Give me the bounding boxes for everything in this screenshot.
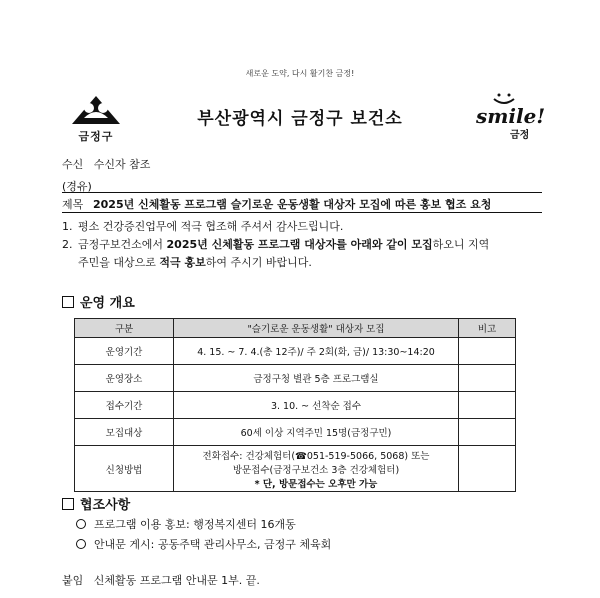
- circle-bullet-icon: [76, 539, 86, 549]
- table-row: [75, 338, 516, 365]
- p2-text-a: 금정구보건소에서: [78, 238, 167, 251]
- ops-header-category: 구분: [75, 319, 174, 338]
- subject-bottom-rule: [62, 212, 542, 213]
- list-item: [76, 516, 296, 532]
- table-row: [75, 392, 516, 419]
- row-label: 운영기간: [75, 338, 174, 365]
- p2-number: 2.: [62, 238, 73, 251]
- coop-item-text: 프로그램 이용 홍보: 행정복지센터 16개동: [94, 518, 296, 531]
- p2-text-e: 적극 홍보: [159, 256, 206, 269]
- ops-header-note: 비고: [459, 319, 516, 338]
- smile-sub: 금정: [510, 130, 530, 141]
- p1-text: 평소 건강증진업무에 적극 협조해 주셔서 감사드립니다.: [78, 220, 344, 233]
- coop-section-heading: [62, 494, 130, 513]
- apply-line-3: * 단, 방문접수는 오후만 가능: [254, 478, 378, 490]
- via-row: (경유): [62, 180, 92, 193]
- p2-text-b: 2025년 신체활동 프로그램 대상자를 아래와 같이 모집: [166, 238, 433, 251]
- row-label: 모집대상: [75, 419, 174, 446]
- p1-number: 1.: [62, 220, 73, 233]
- subject-top-rule: [62, 192, 542, 193]
- p2-text-c: 하오니 지역: [432, 238, 490, 251]
- table-row: [75, 365, 516, 392]
- ops-section-heading: [62, 292, 135, 311]
- row-note: [459, 419, 516, 446]
- row-note: [459, 392, 516, 419]
- paragraph-2: [62, 236, 552, 272]
- row-note: [459, 338, 516, 365]
- list-item: [76, 536, 331, 552]
- apply-line-1: 전화접수: 건강체험터(☎051-519-5066, 5068) 또는: [202, 450, 430, 462]
- subject-value: 2025년 신체활동 프로그램 슬기로운 운동생활 대상자 모집에 따른 홍보 협조 요청: [93, 198, 492, 211]
- square-bullet-icon: [62, 498, 74, 510]
- row-label: 신청방법: [75, 446, 174, 492]
- ops-table: [74, 318, 516, 492]
- logo-text: 금정구: [78, 130, 114, 143]
- attachment-value: 신체활동 프로그램 안내문 1부. 끝.: [93, 574, 260, 587]
- row-label: 운영장소: [75, 365, 174, 392]
- ops-section-title: 운영 개요: [80, 296, 135, 311]
- subject-row: [62, 196, 542, 212]
- apply-line-2: 방문접수(금정구보건소 3층 건강체험터): [232, 464, 400, 476]
- recipient-row: [62, 156, 150, 172]
- paragraph-1: [62, 218, 552, 236]
- table-row: [75, 446, 516, 492]
- ops-header-program: "슬기로운 운동생활" 대상자 모집: [174, 319, 459, 338]
- attachment-row: [62, 572, 260, 588]
- row-note: [459, 365, 516, 392]
- coop-section-title: 협조사항: [80, 498, 131, 513]
- table-row: [75, 419, 516, 446]
- row-value: 3. 10. ~ 선착순 접수: [174, 392, 459, 419]
- apply-method-cell: [174, 446, 459, 492]
- smile-word: smile!: [476, 104, 546, 128]
- circle-bullet-icon: [76, 519, 86, 529]
- row-note: [459, 446, 516, 492]
- row-value: 60세 이상 지역주민 15명(금정구민): [174, 419, 459, 446]
- organization-title: 부산광역시 금정구 보건소: [197, 109, 403, 129]
- square-bullet-icon: [62, 296, 74, 308]
- subject-label: 제목: [62, 198, 84, 211]
- row-value: 금정구청 별관 5층 프로그램실: [174, 365, 459, 392]
- attachment-label: 붙임: [62, 574, 84, 587]
- row-label: 접수기간: [75, 392, 174, 419]
- slogan: 새로운 도약, 다시 활기찬 금정!: [245, 69, 355, 78]
- p2-text-d: 주민을 대상으로: [78, 256, 160, 269]
- recipient-label: 수신: [62, 158, 84, 171]
- row-value: 4. 15. ~ 7. 4.(총 12주)/ 주 2회(화, 금)/ 13:30~14:20: [174, 338, 459, 365]
- recipient-value: 수신자 참조: [93, 158, 151, 171]
- p2-text-f: 하여 주시기 바랍니다.: [205, 256, 312, 269]
- coop-item-text: 안내문 게시: 공동주택 관리사무소, 금정구 체육회: [94, 538, 332, 551]
